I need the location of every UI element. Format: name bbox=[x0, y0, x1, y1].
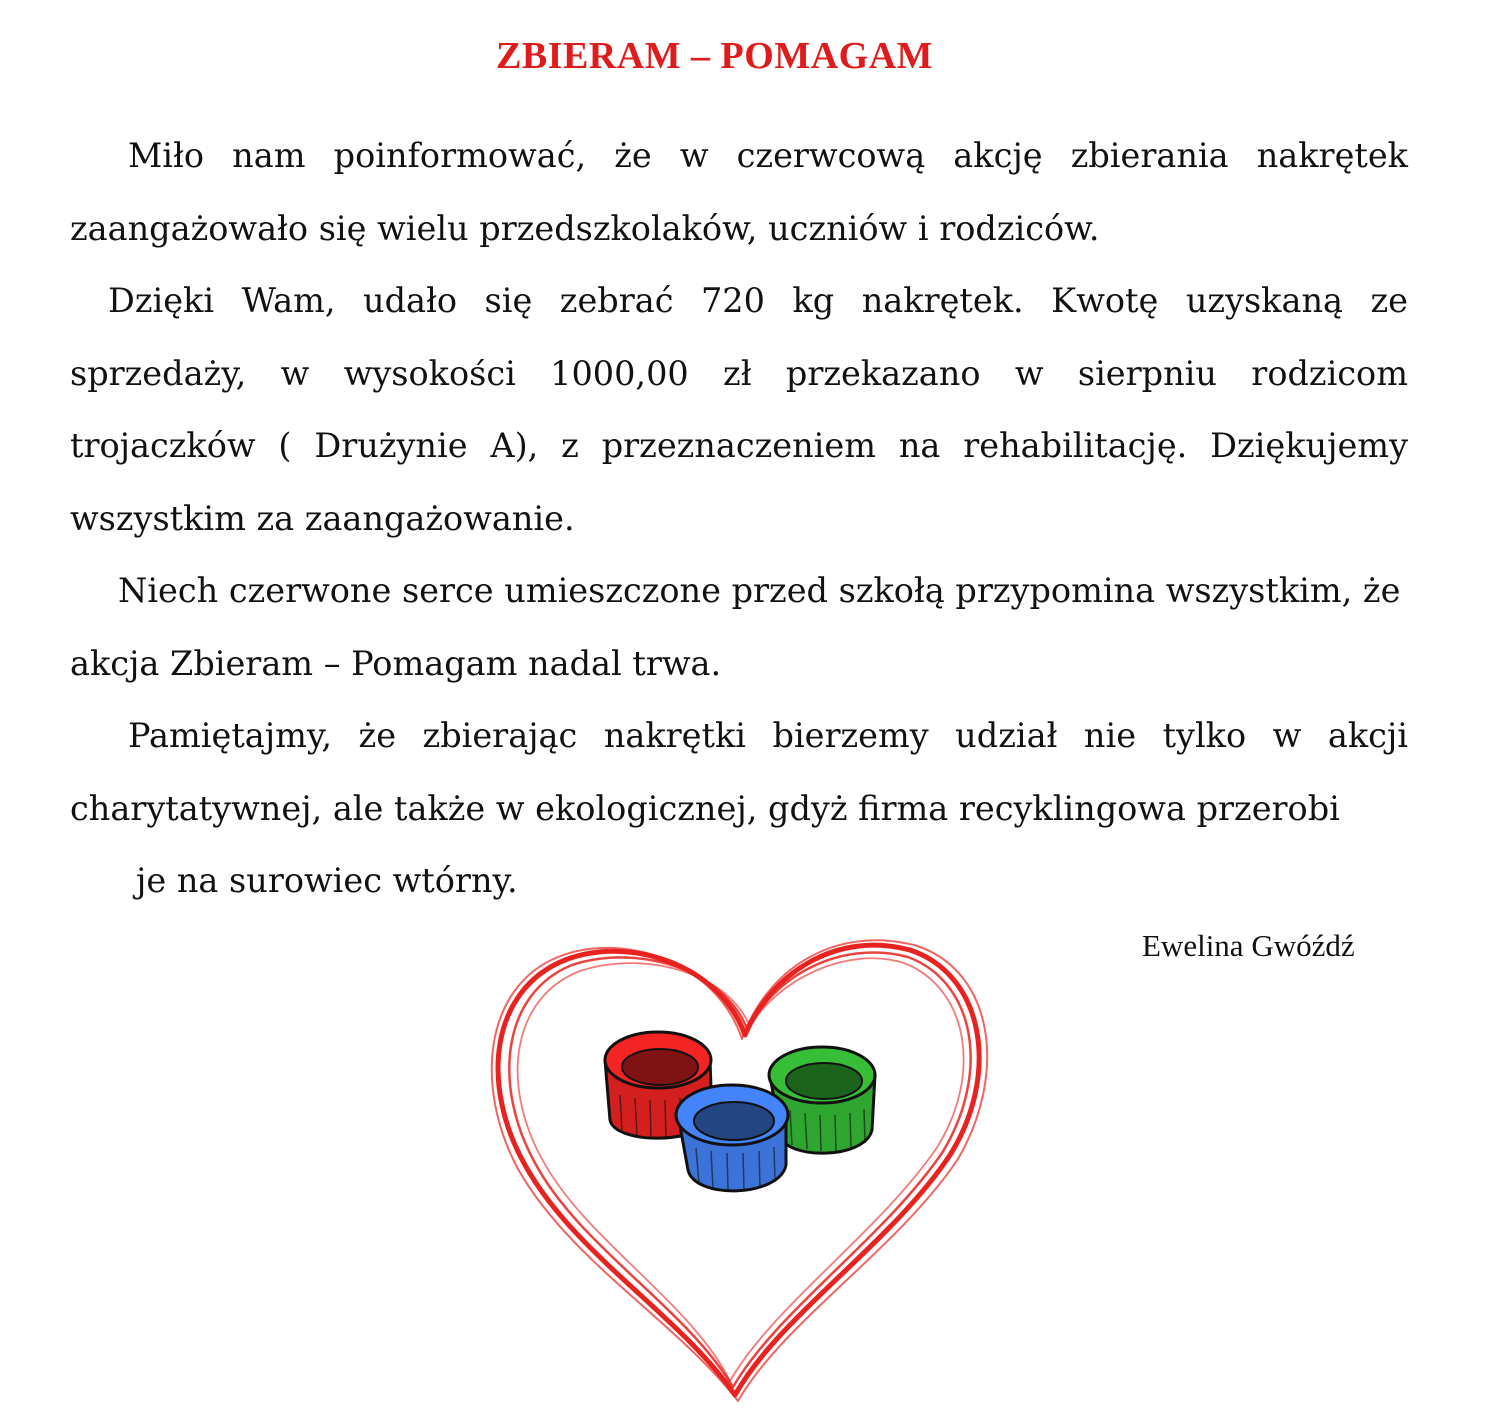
bottle-caps bbox=[605, 1032, 875, 1191]
paragraph-1: Miło nam poinformować, że w czerwcową akcję zbierania nakrętek zaangażowało się wielu przedszkolaków, uczniów i rodziców. bbox=[70, 136, 1408, 248]
paragraph-4 bbox=[70, 700, 1408, 918]
blue-cap-icon bbox=[676, 1085, 788, 1191]
paragraph-4-main: Pamiętajmy, że zbierając nakrętki bierzemy udział nie tylko w akcji charytatywnej, ale także w ekologicznej, gdyż firma recyklingowa przerobi bbox=[70, 716, 1408, 828]
paragraph-4-last-line: je na surowiec wtórny. bbox=[136, 861, 518, 900]
document-body bbox=[70, 120, 1408, 918]
paragraph-2: Dzięki Wam, udało się zebrać 720 kg nakrętek. Kwotę uzyskaną ze sprzedaży, w wysokości 1000,00 zł przekazano w sierpniu rodzicom trojaczków ( Drużynie A), z przeznaczeniem na rehabilitację. Dziękujemy wszystkim za zaangażowanie. bbox=[70, 281, 1408, 538]
paragraph-3: Niech czerwone serce umieszczone przed szkołą przypomina wszystkim, że akcja Zbieram – Pomagam nadal trwa. bbox=[70, 571, 1401, 683]
signature: Ewelina Gwóźdź bbox=[1142, 928, 1355, 963]
heart-with-bottle-caps-icon bbox=[480, 935, 1020, 1415]
document-title: ZBIERAM – POMAGAM bbox=[495, 35, 934, 77]
